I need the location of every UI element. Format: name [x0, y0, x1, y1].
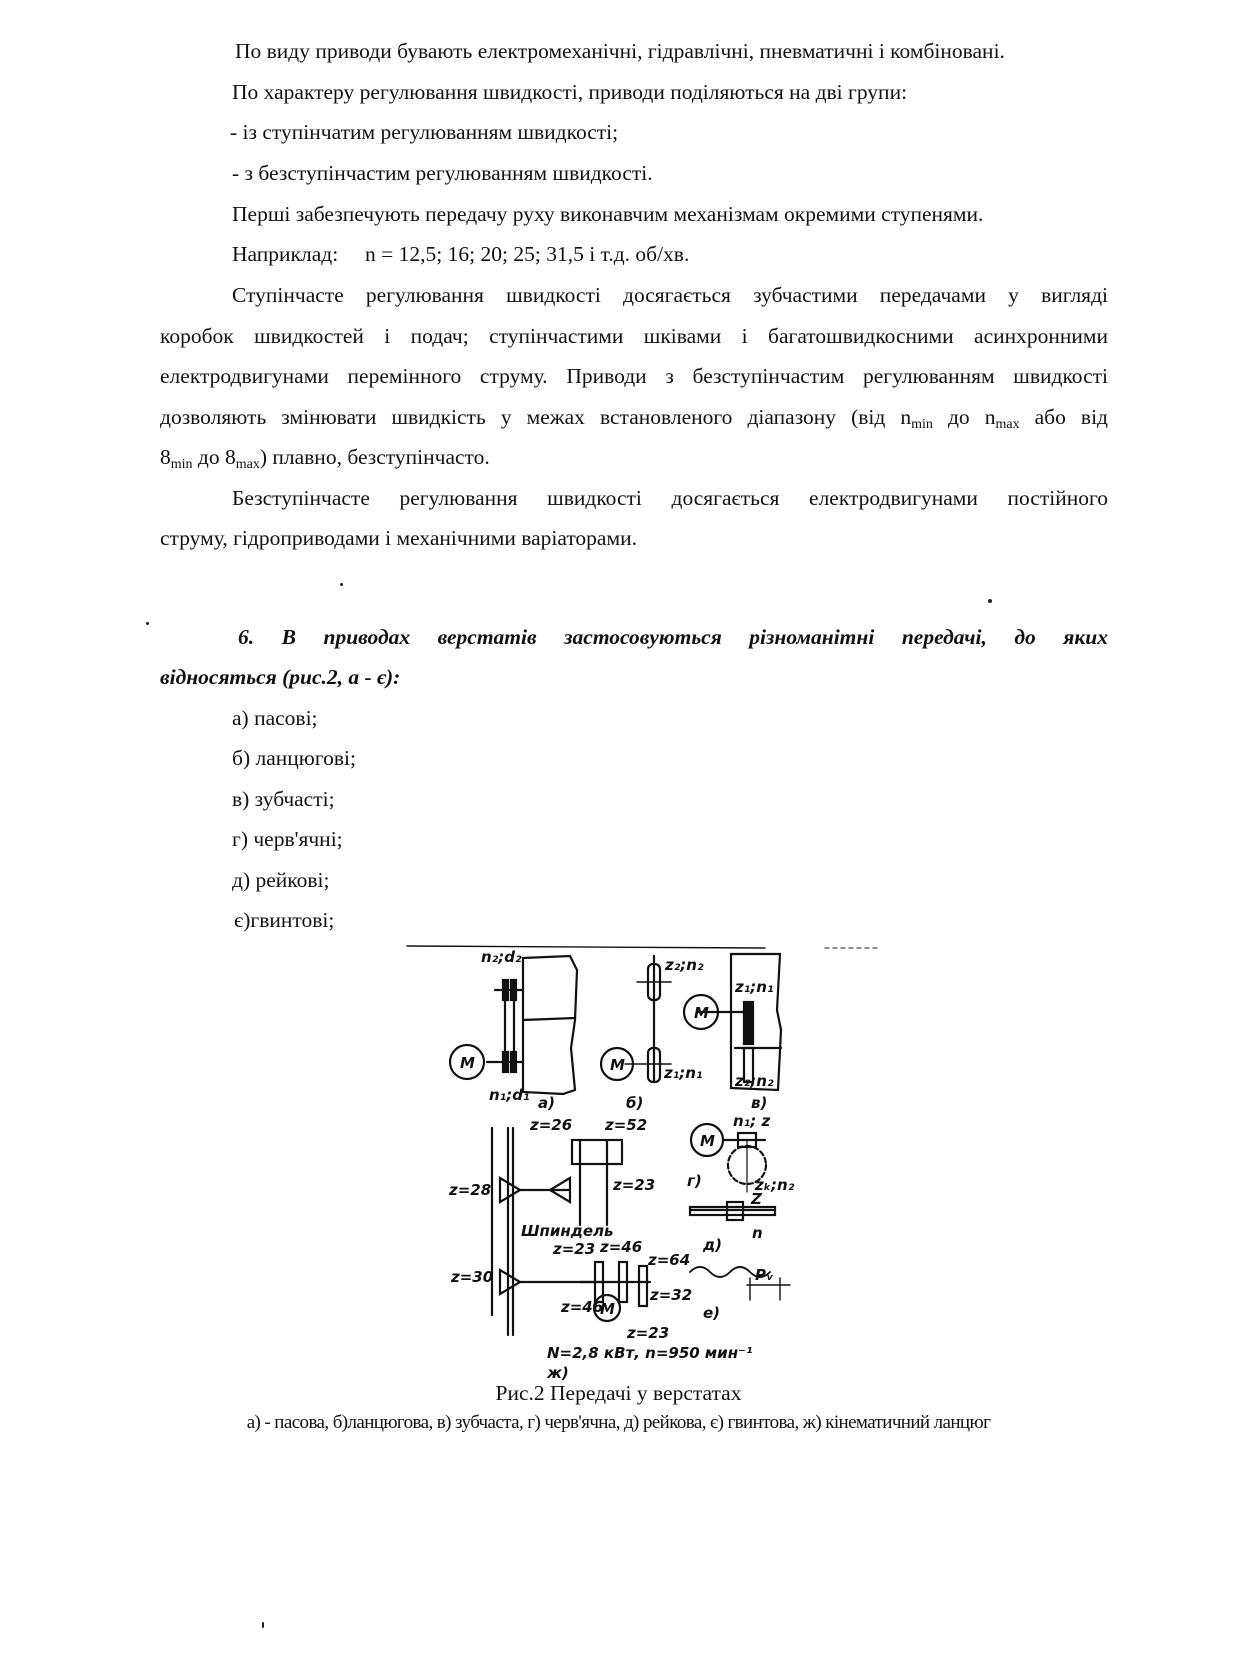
list-item: є)гвинтові;	[234, 908, 335, 932]
figure-caption-legend: а) - пасова, б)ланцюгова, в) зубчаста, г) черв'ячна, д) рейкова, є) гвинтова, ж) кінематичний ланцюг	[246, 1412, 991, 1433]
label-n: n	[752, 1224, 763, 1242]
label-z30: z=30	[451, 1268, 494, 1286]
label-z52: z=52	[605, 1116, 648, 1134]
label-z2n2-b: z₂;n₂	[665, 956, 704, 974]
label-z46a: z=46	[600, 1238, 643, 1256]
text-line-5: Перші забезпечують передачу руху виконавчим механізмам окремими ступенями.	[232, 202, 984, 226]
figure-top-rule	[407, 946, 765, 948]
paragraph-1-line-3: електродвигунами перемінного струму. Приводи з безступінчастим регулюванням швидкості	[160, 364, 1108, 388]
list-dash-2: - з безступінчастим регулюванням швидкості.	[232, 161, 653, 185]
label-zh: ж)	[547, 1364, 569, 1382]
label-motor: M	[460, 1054, 475, 1072]
paragraph-2-line-1: Безступінчасте регулювання швидкості досягається електродвигунами постійного	[232, 486, 1108, 510]
label-n1d1: n₁;d₁	[489, 1086, 530, 1104]
label-z28: z=28	[449, 1181, 492, 1199]
scan-dot	[988, 599, 992, 603]
label-motor: M	[610, 1056, 625, 1074]
paragraph-1-line-2: коробок швидкостей і подач; ступінчастими шківами і багатошвидкосними асинхронними	[160, 324, 1108, 348]
label-z23c: z=23	[627, 1324, 670, 1342]
label-e: е)	[703, 1304, 721, 1322]
label-z23a: z=23	[613, 1176, 656, 1194]
label-z1n1-b: z₁;n₁	[664, 1064, 703, 1082]
screw-drive-diagram	[690, 1267, 790, 1300]
section-heading-line-2: відносяться (рис.2, а - є):	[160, 665, 401, 689]
belt-drive-diagram	[450, 956, 577, 1094]
paragraph-2-line-2: струму, гідроприводами і механічними варіаторами.	[160, 526, 637, 550]
label-n1z: n₁; z	[733, 1112, 771, 1130]
label-power: N=2,8 кВт, n=950 мин⁻¹	[547, 1344, 753, 1362]
label-g: г)	[687, 1172, 702, 1190]
label-n2d2: n₂;d₂	[481, 948, 522, 966]
list-item: в) зубчасті;	[232, 787, 335, 811]
list-item: б) ланцюгові;	[232, 746, 356, 770]
text-line-1: По виду приводи бувають електромеханічні, гідравлічні, пневматичні і комбіновані.	[235, 39, 1005, 63]
label-motor: M	[700, 1132, 715, 1150]
label-Z: Z	[751, 1190, 762, 1208]
list-item: а) пасові;	[232, 706, 318, 730]
label-z32: z=32	[650, 1286, 693, 1304]
figure-caption-title: Рис.2 Передачі у верстатах	[495, 1381, 742, 1405]
scan-dot	[146, 622, 149, 625]
label-z23b: z=23	[553, 1240, 596, 1258]
paragraph-1-line-4: дозволяють змінювати швидкість у межах встановленого діапазону (від $n_{min}$ до $n_{max}$ або від	[160, 405, 1108, 432]
label-v: в)	[751, 1094, 768, 1112]
label-a: а)	[538, 1094, 555, 1112]
label-z2n2-v: z₂;n₂	[735, 1072, 774, 1090]
scan-dot	[262, 1622, 264, 1628]
paragraph-1-line-1: Ступінчасте регулювання швидкості досягається зубчастими передачами у вигляді	[232, 283, 1108, 307]
label-z64: z=64	[648, 1251, 691, 1269]
rack-drive-diagram	[690, 1202, 775, 1220]
label-d: д)	[703, 1236, 722, 1254]
list-item: д) рейкові;	[232, 868, 330, 892]
scan-dot	[340, 583, 343, 586]
list-item: г) черв'ячні;	[232, 827, 343, 851]
label-motor: M	[600, 1300, 615, 1318]
list-dash-1: - із ступінчатим регулюванням швидкості;	[230, 120, 619, 144]
label-spindle: Шпиндель	[521, 1222, 614, 1240]
label-b: б)	[626, 1094, 644, 1112]
label-motor: M	[694, 1004, 709, 1022]
label-pv: Pᵥ	[755, 1266, 774, 1284]
section-heading-line-1: 6. В приводах верстатів застосовуються різноманітні передачі, до яких	[238, 625, 1108, 649]
example-line: Наприклад: n = 12,5; 16; 20; 25; 31,5 і т.д. об/хв.	[232, 242, 690, 266]
label-z1n1-v: z₁;n₁	[735, 978, 774, 996]
label-z46b: z=46	[561, 1298, 604, 1316]
label-zkn2: zₖ;n₂	[755, 1176, 795, 1194]
text-line-2: По характеру регулювання швидкості, приводи поділяються на дві групи:	[232, 80, 908, 104]
label-z26: z=26	[530, 1116, 573, 1134]
paragraph-1-line-5: $8_{min}$ до $8_{max}$) плавно, безступінчасто.	[160, 445, 490, 472]
